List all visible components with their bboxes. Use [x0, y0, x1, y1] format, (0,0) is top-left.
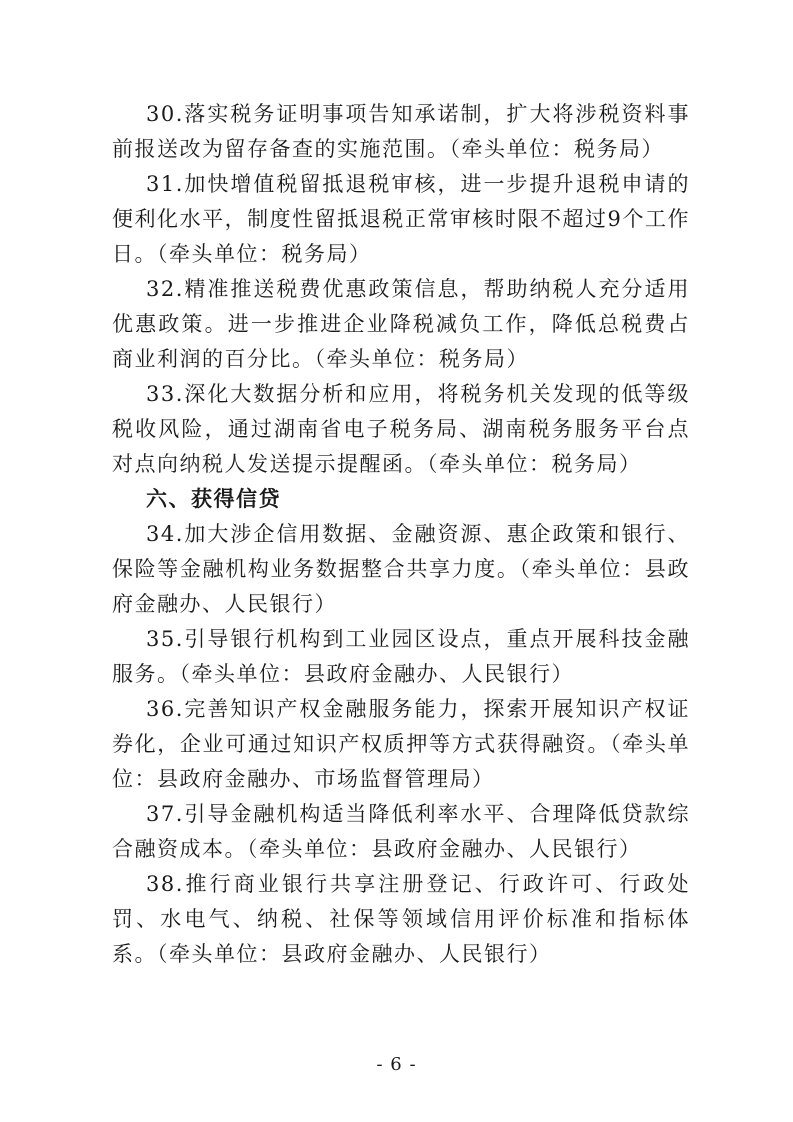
page-number: - 6 -	[376, 1054, 417, 1075]
paragraph-35: 35.引导银行机构到工业园区设点，重点开展科技金融服务。（牵头单位：县政府金融办、人民银行）	[112, 627, 690, 686]
paragraph-33: 33.深化大数据分析和应用，将税务机关发现的低等级税收风险，通过湖南省电子税务局、湖南税务服务平台点对点向纳税人发送提示提醒函。（牵头单位：税务局）	[112, 382, 690, 476]
paragraph-37: 37.引导金融机构适当降低利率水平、合理降低贷款综合融资成本。（牵头单位：县政府金融办、人民银行）	[112, 802, 690, 861]
paragraph-34: 34.加大涉企信用数据、金融资源、惠企政策和银行、保险等金融机构业务数据整合共享力度。（牵头单位：县政府金融办、人民银行）	[112, 522, 690, 616]
paragraph-31: 31.加快增值税留抵退税审核，进一步提升退税申请的便利化水平，制度性留抵退税正常审核时限不超过9个工作日。（牵头单位：税务局）	[112, 172, 690, 266]
paragraph-38: 38.推行商业银行共享注册登记、行政许可、行政处罚、水电气、纳税、社保等领域信用评价标准和指标体系。（牵头单位：县政府金融办、人民银行）	[112, 872, 690, 966]
paragraph-32: 32.精准推送税费优惠政策信息，帮助纳税人充分适用优惠政策。进一步推进企业降税减负工作，降低总税费占商业利润的百分比。（牵头单位：税务局）	[112, 277, 690, 371]
document-body	[112, 97, 690, 972]
section-heading-credit: 六、获得信贷	[146, 487, 281, 511]
paragraph-36: 36.完善知识产权金融服务能力，探索开展知识产权证券化，企业可通过知识产权质押等方式获得融资。（牵头单位：县政府金融办、市场监督管理局）	[112, 697, 690, 791]
paragraph-30: 30.落实税务证明事项告知承诺制，扩大将涉税资料事前报送改为留存备查的实施范围。（牵头单位：税务局）	[112, 102, 690, 161]
